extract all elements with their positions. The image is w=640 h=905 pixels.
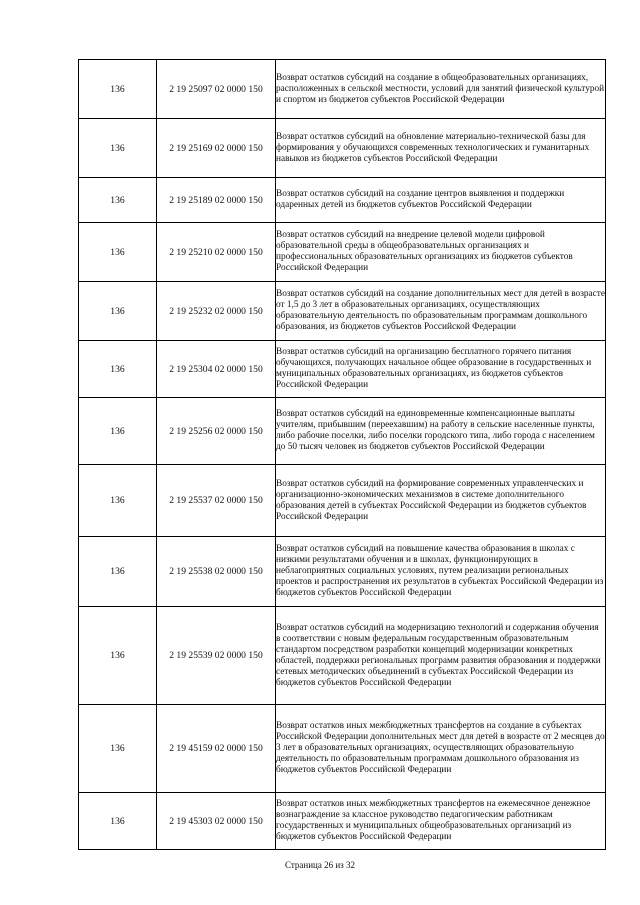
budget-code-cell: 2 19 45303 02 0000 150 bbox=[157, 793, 276, 850]
table-row bbox=[79, 607, 606, 705]
budget-code-cell: 2 19 25539 02 0000 150 bbox=[157, 607, 276, 705]
admin-code-cell: 136 bbox=[79, 537, 157, 607]
description-cell: Возврат остатков субсидий на единовременные компенсационные выплаты учителям, прибывшим (переехавшим) на работу в сельские населенные пункты, либо рабочие поселки, либо поселки городского типа, либо города с населением до 50 тысяч человек из бюджетов субъектов Российской Федерации bbox=[276, 398, 606, 465]
table-row bbox=[79, 341, 606, 398]
budget-code-cell: 2 19 45159 02 0000 150 bbox=[157, 705, 276, 793]
description-cell: Возврат остатков субсидий на создание центров выявления и поддержки одаренных детей из бюджетов субъектов Российской Федерации bbox=[276, 178, 606, 223]
admin-code-cell: 136 bbox=[79, 282, 157, 341]
budget-code-cell: 2 19 25304 02 0000 150 bbox=[157, 341, 276, 398]
description-cell: Возврат остатков иных межбюджетных трансфертов на создание в субъектах Российской Федерации дополнительных мест для детей в возрасте от 2 месяцев до 3 лет в образовательных организациях, осуществляющих образовательную деятельность по образовательным программам дошкольного образования из бюджетов субъектов Российской Федерации bbox=[276, 705, 606, 793]
budget-code-cell: 2 19 25097 02 0000 150 bbox=[157, 60, 276, 119]
description-cell: Возврат остатков иных межбюджетных трансфертов на ежемесячное денежное вознаграждение за классное руководство педагогическим работникам государственных и муниципальных общеобразовательных организаций из бюджетов субъектов Российской Федерации bbox=[276, 793, 606, 850]
description-cell: Возврат остатков субсидий на формирование современных управленческих и организационно-экономических механизмов в системе дополнительного образования детей в субъектах Российской Федерации из бюджетов субъектов Российской Федерации bbox=[276, 465, 606, 537]
description-cell: Возврат остатков субсидий на организацию бесплатного горячего питания обучающихся, получающих начальное общее образование в государственных и муниципальных образовательных организациях, из бюджетов субъектов Российской Федерации bbox=[276, 341, 606, 398]
budget-code-cell: 2 19 25256 02 0000 150 bbox=[157, 398, 276, 465]
budget-code-cell: 2 19 25538 02 0000 150 bbox=[157, 537, 276, 607]
description-cell: Возврат остатков субсидий на модернизацию технологий и содержания обучения в соответствии с новым федеральным государственным образовательным стандартом посредством разработки концепций модернизации конкретных областей, поддержки региональных программ развития образования и поддержки сетевых методических объединений в субъектах Российской Федерации из бюджетов субъектов Российской Федерации bbox=[276, 607, 606, 705]
table-row bbox=[79, 793, 606, 850]
budget-table bbox=[78, 59, 606, 850]
table-row bbox=[79, 60, 606, 119]
table-row bbox=[79, 537, 606, 607]
table-row bbox=[79, 465, 606, 537]
table-row bbox=[79, 178, 606, 223]
description-cell: Возврат остатков субсидий на создание дополнительных мест для детей в возрасте от 1,5 до 3 лет в образовательных организациях, осуществляющих образовательную деятельность по образовательным программам дошкольного образования, из бюджетов субъектов Российской Федерации bbox=[276, 282, 606, 341]
description-cell: Возврат остатков субсидий на повышение качества образования в школах с низкими результатами обучения и в школах, функционирующих в неблагоприятных социальных условиях, путем реализации региональных проектов и распространения их результатов в субъектах Российской Федерации из бюджетов субъектов Российской Федерации bbox=[276, 537, 606, 607]
admin-code-cell: 136 bbox=[79, 223, 157, 282]
admin-code-cell: 136 bbox=[79, 119, 157, 178]
budget-code-cell: 2 19 25210 02 0000 150 bbox=[157, 223, 276, 282]
admin-code-cell: 136 bbox=[79, 398, 157, 465]
page-number: Страница 26 из 32 bbox=[285, 860, 355, 870]
table-row bbox=[79, 398, 606, 465]
table-row bbox=[79, 705, 606, 793]
admin-code-cell: 136 bbox=[79, 607, 157, 705]
budget-code-cell: 2 19 25189 02 0000 150 bbox=[157, 178, 276, 223]
admin-code-cell: 136 bbox=[79, 793, 157, 850]
admin-code-cell: 136 bbox=[79, 465, 157, 537]
admin-code-cell: 136 bbox=[79, 178, 157, 223]
description-cell: Возврат остатков субсидий на обновление материально-технической базы для формирования у обучающихся современных технологических и гуманитарных навыков из бюджетов субъектов Российской Федерации bbox=[276, 119, 606, 178]
table-row bbox=[79, 119, 606, 178]
budget-code-cell: 2 19 25169 02 0000 150 bbox=[157, 119, 276, 178]
description-cell: Возврат остатков субсидий на внедрение целевой модели цифровой образовательной среды в общеобразовательных организациях и профессиональных образовательных организациях из бюджетов субъектов Российской Федерации bbox=[276, 223, 606, 282]
admin-code-cell: 136 bbox=[79, 705, 157, 793]
admin-code-cell: 136 bbox=[79, 60, 157, 119]
table-row bbox=[79, 282, 606, 341]
budget-code-cell: 2 19 25537 02 0000 150 bbox=[157, 465, 276, 537]
table-row bbox=[79, 223, 606, 282]
budget-code-cell: 2 19 25232 02 0000 150 bbox=[157, 282, 276, 341]
description-cell: Возврат остатков субсидий на создание в общеобразовательных организациях, расположенных в сельской местности, условий для занятий физической культурой и спортом из бюджетов субъектов Российской Федерации bbox=[276, 60, 606, 119]
admin-code-cell: 136 bbox=[79, 341, 157, 398]
